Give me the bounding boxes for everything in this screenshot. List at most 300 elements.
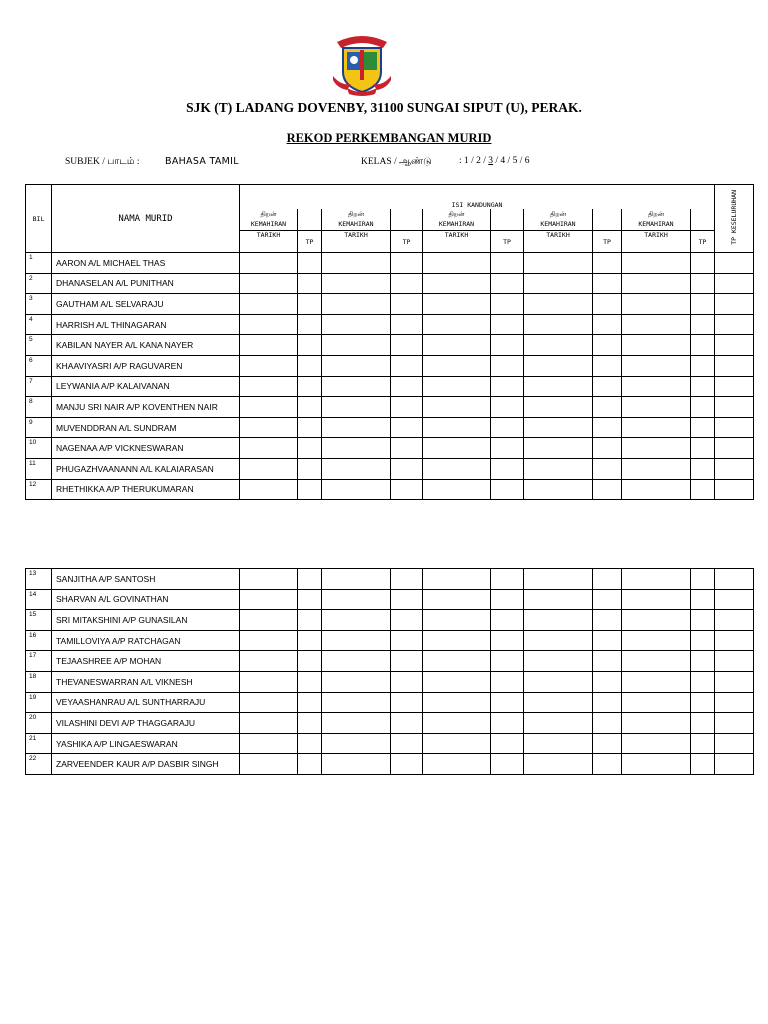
tp-cell[interactable] — [593, 458, 622, 479]
tarikh-cell[interactable] — [322, 314, 391, 335]
tarikh-cell[interactable] — [524, 692, 593, 713]
tarikh-cell[interactable] — [524, 754, 593, 775]
tp-cell[interactable] — [691, 713, 715, 734]
tp-cell[interactable] — [593, 273, 622, 294]
tp-cell[interactable] — [298, 671, 322, 692]
tarikh-cell[interactable] — [524, 355, 593, 376]
student-name: ZARVEENDER KAUR A/P DASBIR SINGH — [52, 754, 240, 775]
tp-cell[interactable] — [391, 438, 423, 459]
tarikh-cell[interactable] — [622, 253, 691, 274]
tarikh-cell[interactable] — [524, 417, 593, 438]
student-name: AARON A/L MICHAEL THAS — [52, 253, 240, 274]
tp-cell[interactable] — [298, 253, 322, 274]
row-number: 21 — [26, 733, 52, 754]
row-number: 6 — [26, 355, 52, 376]
tp-cell[interactable] — [691, 754, 715, 775]
tarikh-cell[interactable] — [423, 314, 491, 335]
tp-cell[interactable] — [491, 610, 524, 631]
tp-keseluruhan-cell[interactable] — [715, 733, 754, 754]
tarikh-cell[interactable] — [322, 589, 391, 610]
tp-cell[interactable] — [298, 273, 322, 294]
tarikh-cell[interactable] — [240, 651, 298, 672]
subject-value: BAHASA TAMIL — [165, 156, 239, 167]
tp-keseluruhan-cell[interactable] — [715, 754, 754, 775]
skill-tamil-label: திறன் — [549, 210, 567, 219]
tp-cell[interactable] — [491, 335, 524, 356]
tarikh-cell[interactable] — [423, 417, 491, 438]
col-tp: TP — [691, 231, 715, 253]
tp-cell[interactable] — [491, 733, 524, 754]
skill-header-blank — [391, 209, 423, 231]
tarikh-cell[interactable] — [524, 671, 593, 692]
tp-cell[interactable] — [593, 376, 622, 397]
tp-cell[interactable] — [298, 355, 322, 376]
tarikh-cell[interactable] — [240, 733, 298, 754]
tp-cell[interactable] — [691, 438, 715, 459]
tp-cell[interactable] — [691, 397, 715, 418]
tp-cell[interactable] — [691, 569, 715, 590]
tp-keseluruhan-cell[interactable] — [715, 630, 754, 651]
tp-cell[interactable] — [691, 610, 715, 631]
class-label: KELAS / ஆண்டு — [361, 157, 432, 167]
tarikh-cell[interactable] — [240, 589, 298, 610]
tarikh-cell[interactable] — [423, 479, 491, 500]
tp-cell[interactable] — [691, 253, 715, 274]
tarikh-cell[interactable] — [622, 355, 691, 376]
tp-cell[interactable] — [298, 754, 322, 775]
tp-keseluruhan-cell[interactable] — [715, 355, 754, 376]
tarikh-cell[interactable] — [423, 589, 491, 610]
report-title: REKOD PERKEMBANGAN MURID — [286, 131, 492, 145]
tarikh-cell[interactable] — [423, 692, 491, 713]
tp-cell[interactable] — [593, 417, 622, 438]
table-row — [26, 335, 754, 356]
tarikh-cell[interactable] — [240, 294, 298, 315]
row-number: 11 — [26, 458, 52, 479]
tp-cell[interactable] — [593, 610, 622, 631]
tarikh-cell[interactable] — [423, 376, 491, 397]
skill-malay-label: KEMAHIRAN — [540, 220, 576, 229]
tarikh-cell[interactable] — [322, 754, 391, 775]
table-row — [26, 733, 754, 754]
tp-cell[interactable] — [491, 458, 524, 479]
tarikh-cell[interactable] — [423, 335, 491, 356]
tp-cell[interactable] — [298, 713, 322, 734]
tp-keseluruhan-cell[interactable] — [715, 610, 754, 631]
tp-cell[interactable] — [491, 479, 524, 500]
tp-cell[interactable] — [391, 610, 423, 631]
tarikh-cell[interactable] — [240, 458, 298, 479]
tarikh-cell[interactable] — [622, 630, 691, 651]
tarikh-cell[interactable] — [524, 438, 593, 459]
tarikh-cell[interactable] — [322, 630, 391, 651]
tarikh-cell[interactable] — [622, 713, 691, 734]
tarikh-cell[interactable] — [240, 692, 298, 713]
tarikh-cell[interactable] — [622, 438, 691, 459]
tp-keseluruhan-cell[interactable] — [715, 273, 754, 294]
table-row — [26, 458, 754, 479]
class-suffix: / 4 / 5 / 6 — [493, 156, 530, 166]
tarikh-cell[interactable] — [622, 335, 691, 356]
tp-cell[interactable] — [391, 335, 423, 356]
tp-cell[interactable] — [593, 253, 622, 274]
tp-keseluruhan-cell[interactable] — [715, 335, 754, 356]
tarikh-cell[interactable] — [240, 479, 298, 500]
tp-cell[interactable] — [491, 713, 524, 734]
tarikh-cell[interactable] — [423, 610, 491, 631]
tarikh-cell[interactable] — [240, 569, 298, 590]
tp-cell[interactable] — [691, 458, 715, 479]
tp-keseluruhan-cell[interactable] — [715, 314, 754, 335]
tp-cell[interactable] — [491, 273, 524, 294]
tarikh-cell[interactable] — [240, 713, 298, 734]
tp-cell[interactable] — [491, 376, 524, 397]
row-number: 19 — [26, 692, 52, 713]
student-rows — [26, 253, 754, 500]
tarikh-cell[interactable] — [524, 294, 593, 315]
tarikh-cell[interactable] — [322, 438, 391, 459]
row-number: 17 — [26, 651, 52, 672]
tarikh-cell[interactable] — [423, 713, 491, 734]
tp-cell[interactable] — [593, 335, 622, 356]
tp-cell[interactable] — [691, 733, 715, 754]
tarikh-cell[interactable] — [423, 671, 491, 692]
tp-cell[interactable] — [391, 713, 423, 734]
skill-header — [322, 209, 391, 231]
tarikh-cell[interactable] — [423, 397, 491, 418]
tp-cell[interactable] — [691, 273, 715, 294]
table-row — [26, 479, 754, 500]
tp-cell[interactable] — [491, 417, 524, 438]
tarikh-cell[interactable] — [622, 569, 691, 590]
tarikh-cell[interactable] — [622, 651, 691, 672]
tarikh-cell[interactable] — [524, 479, 593, 500]
tp-cell[interactable] — [298, 376, 322, 397]
tp-keseluruhan-cell[interactable] — [715, 713, 754, 734]
tarikh-cell[interactable] — [423, 754, 491, 775]
row-number: 1 — [26, 253, 52, 274]
tp-cell[interactable] — [691, 294, 715, 315]
table-row — [26, 314, 754, 335]
tarikh-cell[interactable] — [423, 294, 491, 315]
tarikh-cell[interactable] — [524, 314, 593, 335]
tp-cell[interactable] — [391, 273, 423, 294]
tarikh-cell[interactable] — [322, 610, 391, 631]
student-name: YASHIKA A/P LINGAESWARAN — [52, 733, 240, 754]
tarikh-cell[interactable] — [240, 253, 298, 274]
tarikh-cell[interactable] — [423, 253, 491, 274]
tarikh-cell[interactable] — [622, 397, 691, 418]
tp-cell[interactable] — [691, 589, 715, 610]
tarikh-cell[interactable] — [240, 610, 298, 631]
tp-cell[interactable] — [298, 294, 322, 315]
tarikh-cell[interactable] — [240, 630, 298, 651]
row-number: 9 — [26, 417, 52, 438]
row-number: 14 — [26, 589, 52, 610]
tp-keseluruhan-cell[interactable] — [715, 589, 754, 610]
tp-cell[interactable] — [298, 569, 322, 590]
tarikh-cell[interactable] — [524, 569, 593, 590]
tp-keseluruhan-cell[interactable] — [715, 671, 754, 692]
tarikh-cell[interactable] — [240, 376, 298, 397]
tarikh-cell[interactable] — [423, 438, 491, 459]
tp-cell[interactable] — [298, 610, 322, 631]
tp-cell[interactable] — [491, 314, 524, 335]
table-row — [26, 417, 754, 438]
tarikh-cell[interactable] — [322, 417, 391, 438]
student-name: GAUTHAM A/L SELVARAJU — [52, 294, 240, 315]
tp-cell[interactable] — [298, 335, 322, 356]
tp-keseluruhan-cell[interactable] — [715, 458, 754, 479]
tp-cell[interactable] — [691, 671, 715, 692]
col-nama-murid: NAMA MURID — [52, 185, 240, 253]
tarikh-cell[interactable] — [622, 294, 691, 315]
tp-keseluruhan-cell[interactable] — [715, 651, 754, 672]
col-tp-keseluruhan — [715, 185, 754, 253]
tp-cell[interactable] — [298, 314, 322, 335]
col-tarikh: TARIKH — [423, 231, 491, 253]
tp-cell[interactable] — [491, 294, 524, 315]
tp-cell[interactable] — [593, 671, 622, 692]
tp-cell[interactable] — [391, 314, 423, 335]
tarikh-cell[interactable] — [322, 692, 391, 713]
tp-keseluruhan-cell[interactable] — [715, 438, 754, 459]
tarikh-cell[interactable] — [622, 671, 691, 692]
tp-cell[interactable] — [491, 671, 524, 692]
tarikh-cell[interactable] — [524, 589, 593, 610]
tarikh-cell[interactable] — [240, 314, 298, 335]
tp-cell[interactable] — [298, 589, 322, 610]
tarikh-cell[interactable] — [524, 335, 593, 356]
tp-cell[interactable] — [593, 355, 622, 376]
tp-cell[interactable] — [691, 376, 715, 397]
col-tp: TP — [593, 231, 622, 253]
tarikh-cell[interactable] — [622, 458, 691, 479]
tarikh-cell[interactable] — [622, 273, 691, 294]
tp-cell[interactable] — [593, 713, 622, 734]
tarikh-cell[interactable] — [240, 671, 298, 692]
tp-cell[interactable] — [491, 355, 524, 376]
tarikh-cell[interactable] — [240, 273, 298, 294]
tarikh-cell[interactable] — [423, 569, 491, 590]
tp-cell[interactable] — [593, 314, 622, 335]
tp-cell[interactable] — [391, 355, 423, 376]
tp-cell[interactable] — [391, 397, 423, 418]
tarikh-cell[interactable] — [524, 651, 593, 672]
tarikh-cell[interactable] — [622, 733, 691, 754]
tp-cell[interactable] — [491, 438, 524, 459]
tp-cell[interactable] — [491, 692, 524, 713]
row-number: 7 — [26, 376, 52, 397]
tp-cell[interactable] — [391, 754, 423, 775]
student-name: LEYWANIA A/P KALAIVANAN — [52, 376, 240, 397]
tarikh-cell[interactable] — [240, 335, 298, 356]
tp-cell[interactable] — [593, 754, 622, 775]
class-selected: 3 — [488, 156, 494, 166]
skill-malay-label: KEMAHIRAN — [438, 220, 475, 229]
tarikh-cell[interactable] — [240, 355, 298, 376]
tp-cell[interactable] — [298, 733, 322, 754]
tp-cell[interactable] — [691, 630, 715, 651]
tp-cell[interactable] — [391, 253, 423, 274]
tp-cell[interactable] — [593, 438, 622, 459]
tp-cell[interactable] — [298, 458, 322, 479]
tarikh-cell[interactable] — [622, 754, 691, 775]
tp-keseluruhan-cell[interactable] — [715, 397, 754, 418]
tarikh-cell[interactable] — [240, 438, 298, 459]
tarikh-cell[interactable] — [240, 754, 298, 775]
tp-cell[interactable] — [298, 438, 322, 459]
tp-cell[interactable] — [691, 314, 715, 335]
tarikh-cell[interactable] — [322, 479, 391, 500]
student-name: VILASHINI DEVI A/P THAGGARAJU — [52, 713, 240, 734]
table-row — [26, 253, 754, 274]
table-row — [26, 713, 754, 734]
tp-keseluruhan-cell[interactable] — [715, 692, 754, 713]
tp-cell[interactable] — [593, 733, 622, 754]
tarikh-cell[interactable] — [524, 397, 593, 418]
skill-header — [240, 209, 298, 231]
tp-cell[interactable] — [593, 692, 622, 713]
tp-cell[interactable] — [491, 589, 524, 610]
tp-cell[interactable] — [593, 479, 622, 500]
tp-cell[interactable] — [391, 458, 423, 479]
student-name: KHAAVIYASRI A/P RAGUVAREN — [52, 355, 240, 376]
tp-cell[interactable] — [391, 651, 423, 672]
tp-cell[interactable] — [298, 479, 322, 500]
col-tarikh: TARIKH — [322, 231, 391, 253]
table-row — [26, 754, 754, 775]
tarikh-cell[interactable] — [322, 397, 391, 418]
tarikh-cell[interactable] — [524, 610, 593, 631]
tarikh-cell[interactable] — [322, 335, 391, 356]
tp-keseluruhan-cell[interactable] — [715, 479, 754, 500]
tp-cell[interactable] — [593, 589, 622, 610]
tarikh-cell[interactable] — [622, 692, 691, 713]
tp-cell[interactable] — [491, 754, 524, 775]
tarikh-cell[interactable] — [322, 253, 391, 274]
tarikh-cell[interactable] — [524, 713, 593, 734]
tarikh-cell[interactable] — [240, 417, 298, 438]
tarikh-cell[interactable] — [622, 610, 691, 631]
tp-cell[interactable] — [298, 417, 322, 438]
tp-cell[interactable] — [391, 294, 423, 315]
tp-cell[interactable] — [593, 294, 622, 315]
tarikh-cell[interactable] — [524, 253, 593, 274]
tarikh-cell[interactable] — [524, 458, 593, 479]
tarikh-cell[interactable] — [322, 713, 391, 734]
tp-cell[interactable] — [593, 651, 622, 672]
tarikh-cell[interactable] — [322, 273, 391, 294]
tp-cell[interactable] — [691, 417, 715, 438]
tp-cell[interactable] — [491, 253, 524, 274]
tarikh-cell[interactable] — [240, 397, 298, 418]
tp-cell[interactable] — [391, 376, 423, 397]
tp-keseluruhan-cell[interactable] — [715, 569, 754, 590]
tp-cell[interactable] — [691, 651, 715, 672]
student-rows-continued — [26, 569, 754, 775]
skill-header-blank — [491, 209, 524, 231]
tp-cell[interactable] — [491, 630, 524, 651]
tarikh-cell[interactable] — [322, 458, 391, 479]
tp-cell[interactable] — [691, 335, 715, 356]
tp-keseluruhan-cell[interactable] — [715, 417, 754, 438]
tp-cell[interactable] — [593, 397, 622, 418]
tp-cell[interactable] — [391, 692, 423, 713]
tp-cell[interactable] — [391, 671, 423, 692]
tp-cell[interactable] — [391, 417, 423, 438]
tp-cell[interactable] — [391, 733, 423, 754]
tp-cell[interactable] — [593, 569, 622, 590]
tarikh-cell[interactable] — [322, 294, 391, 315]
tarikh-cell[interactable] — [423, 355, 491, 376]
tp-cell[interactable] — [491, 569, 524, 590]
tp-cell[interactable] — [391, 589, 423, 610]
table-row — [26, 651, 754, 672]
tarikh-cell[interactable] — [524, 733, 593, 754]
tp-cell[interactable] — [391, 630, 423, 651]
table-row — [26, 671, 754, 692]
tp-cell[interactable] — [593, 630, 622, 651]
tp-cell[interactable] — [391, 569, 423, 590]
tp-cell[interactable] — [391, 479, 423, 500]
tp-keseluruhan-cell[interactable] — [715, 376, 754, 397]
school-crest-logo — [331, 32, 393, 96]
student-name: SANJITHA A/P SANTOSH — [52, 569, 240, 590]
tp-cell[interactable] — [298, 397, 322, 418]
tp-cell[interactable] — [298, 651, 322, 672]
tp-cell[interactable] — [491, 397, 524, 418]
tarikh-cell[interactable] — [622, 417, 691, 438]
tp-cell[interactable] — [298, 630, 322, 651]
student-name: MUVENDDRAN A/L SUNDRAM — [52, 417, 240, 438]
tarikh-cell[interactable] — [322, 355, 391, 376]
tarikh-cell[interactable] — [423, 273, 491, 294]
tarikh-cell[interactable] — [622, 376, 691, 397]
tarikh-cell[interactable] — [423, 733, 491, 754]
row-number: 20 — [26, 713, 52, 734]
tarikh-cell[interactable] — [322, 733, 391, 754]
tp-keseluruhan-cell[interactable] — [715, 253, 754, 274]
tarikh-cell[interactable] — [322, 651, 391, 672]
tarikh-cell[interactable] — [423, 651, 491, 672]
tarikh-cell[interactable] — [524, 630, 593, 651]
tarikh-cell[interactable] — [423, 630, 491, 651]
table-row — [26, 692, 754, 713]
tp-cell[interactable] — [691, 479, 715, 500]
skill-header-blank — [593, 209, 622, 231]
tarikh-cell[interactable] — [322, 376, 391, 397]
student-record-table — [25, 184, 754, 500]
tarikh-cell[interactable] — [423, 458, 491, 479]
tp-keseluruhan-cell[interactable] — [715, 294, 754, 315]
table-row — [26, 397, 754, 418]
skill-header-blank — [298, 209, 322, 231]
tarikh-cell[interactable] — [622, 479, 691, 500]
tarikh-cell[interactable] — [322, 569, 391, 590]
tarikh-cell[interactable] — [622, 314, 691, 335]
tp-cell[interactable] — [691, 355, 715, 376]
tarikh-cell[interactable] — [322, 671, 391, 692]
tp-cell[interactable] — [491, 651, 524, 672]
tp-cell[interactable] — [298, 692, 322, 713]
tarikh-cell[interactable] — [524, 376, 593, 397]
table-row — [26, 610, 754, 631]
tarikh-cell[interactable] — [622, 589, 691, 610]
tp-cell[interactable] — [691, 692, 715, 713]
tarikh-cell[interactable] — [524, 273, 593, 294]
student-name: SHARVAN A/L GOVINATHAN — [52, 589, 240, 610]
